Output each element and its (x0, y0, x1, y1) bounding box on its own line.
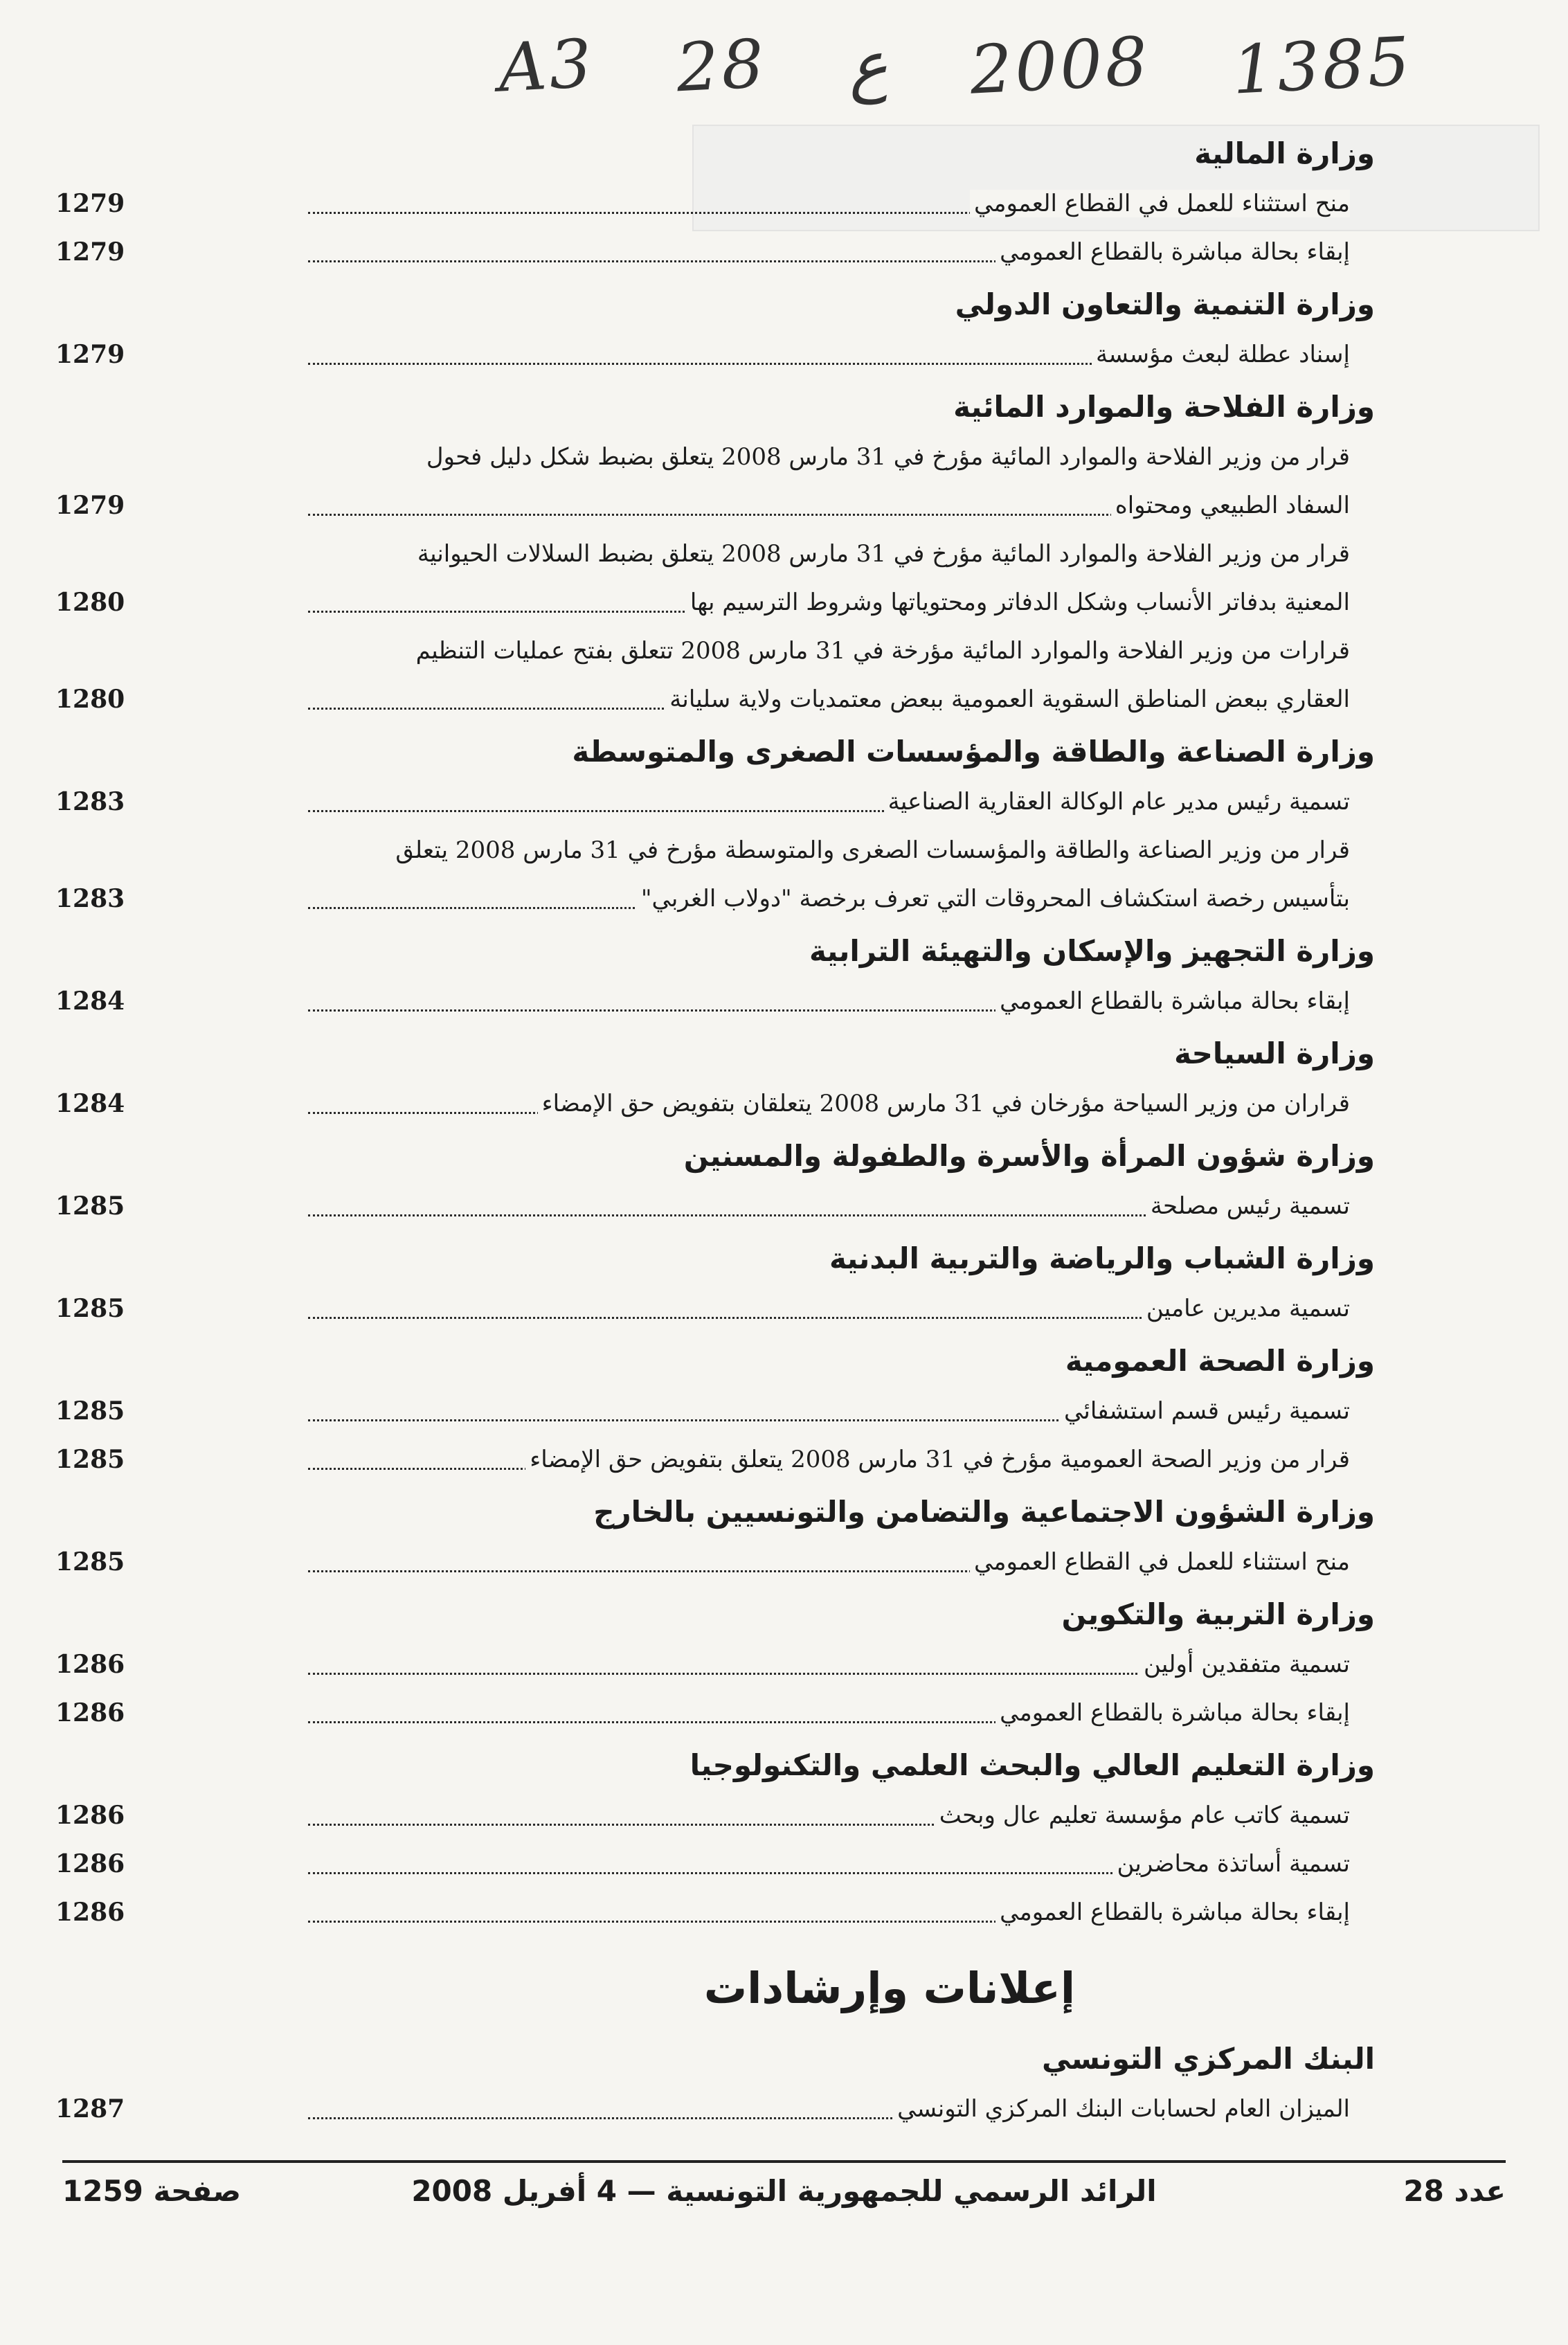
toc-entry[interactable] (55, 1387, 1378, 1435)
toc-entry[interactable] (55, 826, 1378, 923)
entry-page-number: 1286 (55, 1801, 125, 1830)
toc-entry[interactable] (55, 1689, 1378, 1737)
entry-text-line: قرار من وزير الفلاحة والموارد المائية مؤرخ في 31 مارس 2008 يتعلق بضبط السلالات الحيوانية (417, 540, 1350, 568)
entry-text: تسمية متفقدين أولين (1139, 1651, 1350, 1678)
entry-text-line: المعنية بدفاتر الأنساب وشكل الدفاتر ومحتوياتها وشروط الترسيم بها (686, 589, 1350, 616)
ministry-heading: وزارة الشباب والرياضة والتربية البدنية (829, 1241, 1375, 1275)
entry-text: قرار من وزير الصحة العمومية مؤرخ في 31 مارس 2008 يتعلق بتفويض حق الإمضاء (525, 1446, 1350, 1473)
toc-section (55, 1589, 1378, 1737)
entry-page-number: 1279 (55, 237, 125, 267)
entry-page-number: 1283 (55, 787, 125, 816)
toc-entry[interactable] (55, 1079, 1378, 1128)
toc-entry[interactable] (55, 1284, 1378, 1333)
entry-text: تسمية رئيس مصلحة (1146, 1192, 1350, 1220)
entry-page-number: 1285 (55, 1294, 125, 1323)
toc-section (55, 1131, 1378, 1230)
entry-page-number: 1280 (55, 685, 125, 714)
toc-entry[interactable] (55, 1640, 1378, 1689)
toc-entry[interactable] (55, 1888, 1378, 1937)
entry-text-line: قرارات من وزير الفلاحة والموارد المائية مؤرخة في 31 مارس 2008 تتعلق بفتح عمليات التنظيم (415, 637, 1350, 665)
toc-entry[interactable] (55, 228, 1378, 276)
entry-page-number: 1285 (55, 1445, 125, 1474)
entry-page-number: 1285 (55, 1396, 125, 1426)
entry-text: قراران من وزير السياحة مؤرخان في 31 مارس 2008 يتعلقان بتفويض حق الإمضاء (538, 1090, 1350, 1117)
entry-text: تسمية أساتذة محاضرين (1113, 1850, 1350, 1878)
ministry-heading: وزارة الصناعة والطاقة والمؤسسات الصغرى والمتوسطة (572, 735, 1375, 769)
entry-page-number: 1279 (55, 491, 125, 520)
toc-section (55, 381, 1378, 724)
page-footer (62, 2174, 1506, 2229)
entry-text: منح استثناء للعمل في القطاع العمومي (970, 190, 1350, 217)
toc-section (55, 1233, 1378, 1333)
ministry-heading: وزارة الصحة العمومية (1065, 1344, 1375, 1378)
ministry-heading: وزارة الفلاحة والموارد المائية (953, 390, 1375, 424)
toc-entry[interactable] (55, 778, 1378, 826)
toc-section (55, 1028, 1378, 1128)
entry-page-number: 1279 (55, 340, 125, 369)
toc-section (55, 926, 1378, 1025)
toc-entry[interactable] (55, 530, 1378, 627)
annotation-letter: ع (846, 26, 890, 106)
entry-page-number: 1285 (55, 1547, 125, 1576)
toc-entry[interactable] (55, 2085, 1378, 2133)
entry-page-number: 1286 (55, 1849, 125, 1878)
toc-entry[interactable] (55, 1182, 1378, 1230)
footer-issue: عدد 28 (1403, 2174, 1506, 2208)
entry-text: إسناد عطلة لبعث مؤسسة (1092, 341, 1350, 368)
toc-section (55, 128, 1378, 276)
annotation-code: A3 (496, 24, 597, 107)
entry-text: الميزان العام لحسابات البنك المركزي التونسي (893, 2095, 1350, 2123)
toc-section (55, 1336, 1378, 1484)
entry-page-number: 1284 (55, 1089, 125, 1118)
toc-section (55, 279, 1378, 379)
toc-entry[interactable] (55, 1435, 1378, 1484)
entry-page-number: 1279 (55, 189, 125, 218)
footer-divider (62, 2160, 1506, 2163)
entry-page-number: 1287 (55, 2094, 125, 2123)
ministry-heading: وزارة الشؤون الاجتماعية والتضامن والتونسيين بالخارج (593, 1495, 1375, 1529)
toc-entry[interactable] (55, 1538, 1378, 1586)
ministry-heading: وزارة التجهيز والإسكان والتهيئة الترابية (809, 934, 1375, 968)
footer-journal-title: الرائد الرسمي للجمهورية التونسية — 4 أفريل 2008 (411, 2174, 1157, 2208)
toc-entry[interactable] (55, 1791, 1378, 1840)
entry-page-number: 1285 (55, 1192, 125, 1221)
entry-text: تسمية كاتب عام مؤسسة تعليم عال وبحث (935, 1802, 1350, 1829)
annotation-year: 2008 (968, 22, 1153, 109)
ministry-heading: البنك المركزي التونسي (1042, 2042, 1375, 2076)
ministry-heading: وزارة السياحة (1174, 1036, 1375, 1070)
entry-text: تسمية رئيس قسم استشفائي (1060, 1397, 1350, 1425)
toc-entry[interactable] (55, 977, 1378, 1025)
announcements-heading: إعلانات وإرشادات (703, 1963, 1076, 2013)
toc-entry[interactable] (55, 330, 1378, 379)
entry-text: تسمية مديرين عامين (1142, 1295, 1350, 1322)
entry-page-number: 1286 (55, 1698, 125, 1727)
entry-page-number: 1283 (55, 884, 125, 913)
toc-section (55, 1740, 1378, 1937)
annotation-issue: 28 (674, 24, 768, 107)
toc-section (55, 726, 1378, 923)
ministry-heading: وزارة التنمية والتعاون الدولي (955, 287, 1375, 321)
entry-text: إبقاء بحالة مباشرة بالقطاع العمومي (995, 1898, 1350, 1926)
ministry-heading: وزارة شؤون المرأة والأسرة والطفولة والمسنين (683, 1139, 1375, 1173)
entry-page-number: 1280 (55, 588, 125, 617)
entry-page-number: 1286 (55, 1650, 125, 1679)
toc-entry[interactable] (55, 627, 1378, 724)
table-of-contents (55, 128, 1378, 2136)
toc-section (55, 2033, 1378, 2133)
toc-entry[interactable] (55, 433, 1378, 530)
entry-text: منح استثناء للعمل في القطاع العمومي (970, 1548, 1350, 1576)
entry-text: إبقاء بحالة مباشرة بالقطاع العمومي (995, 238, 1350, 266)
toc-entry[interactable] (55, 1840, 1378, 1888)
entry-text-line: قرار من وزير الصناعة والطاقة والمؤسسات الصغرى والمتوسطة مؤرخ في 31 مارس 2008 يتعلق (395, 836, 1350, 864)
ministry-heading: وزارة التعليم العالي والبحث العلمي والتكنولوجيا (690, 1748, 1375, 1782)
entry-page-number: 1284 (55, 987, 125, 1016)
entry-text-line: بتأسيس رخصة استكشاف المحروقات التي تعرف برخصة "دولاب الغربي" (637, 885, 1350, 913)
entry-text: إبقاء بحالة مباشرة بالقطاع العمومي (995, 987, 1350, 1015)
toc-entry[interactable] (55, 179, 1378, 228)
footer-page-number: صفحة 1259 (62, 2174, 242, 2208)
entry-text-line: قرار من وزير الفلاحة والموارد المائية مؤرخ في 31 مارس 2008 يتعلق بضبط شكل دليل فحول (426, 443, 1350, 471)
entry-text: إبقاء بحالة مباشرة بالقطاع العمومي (995, 1699, 1350, 1727)
toc-section (55, 1486, 1378, 1586)
ministry-heading: وزارة التربية والتكوين (1061, 1597, 1375, 1631)
entry-page-number: 1286 (55, 1898, 125, 1927)
entry-text: تسمية رئيس مدير عام الوكالة العقارية الصناعية (884, 788, 1350, 816)
entry-text-line: العقاري ببعض المناطق السقوية العمومية ببعض معتمديات ولاية سليانة (665, 685, 1350, 713)
annotation-number: 1385 (1229, 22, 1414, 109)
entry-text-line: السفاد الطبيعي ومحتواه (1111, 492, 1350, 519)
handwritten-annotation (498, 21, 1412, 111)
ministry-heading: وزارة المالية (1194, 136, 1375, 170)
